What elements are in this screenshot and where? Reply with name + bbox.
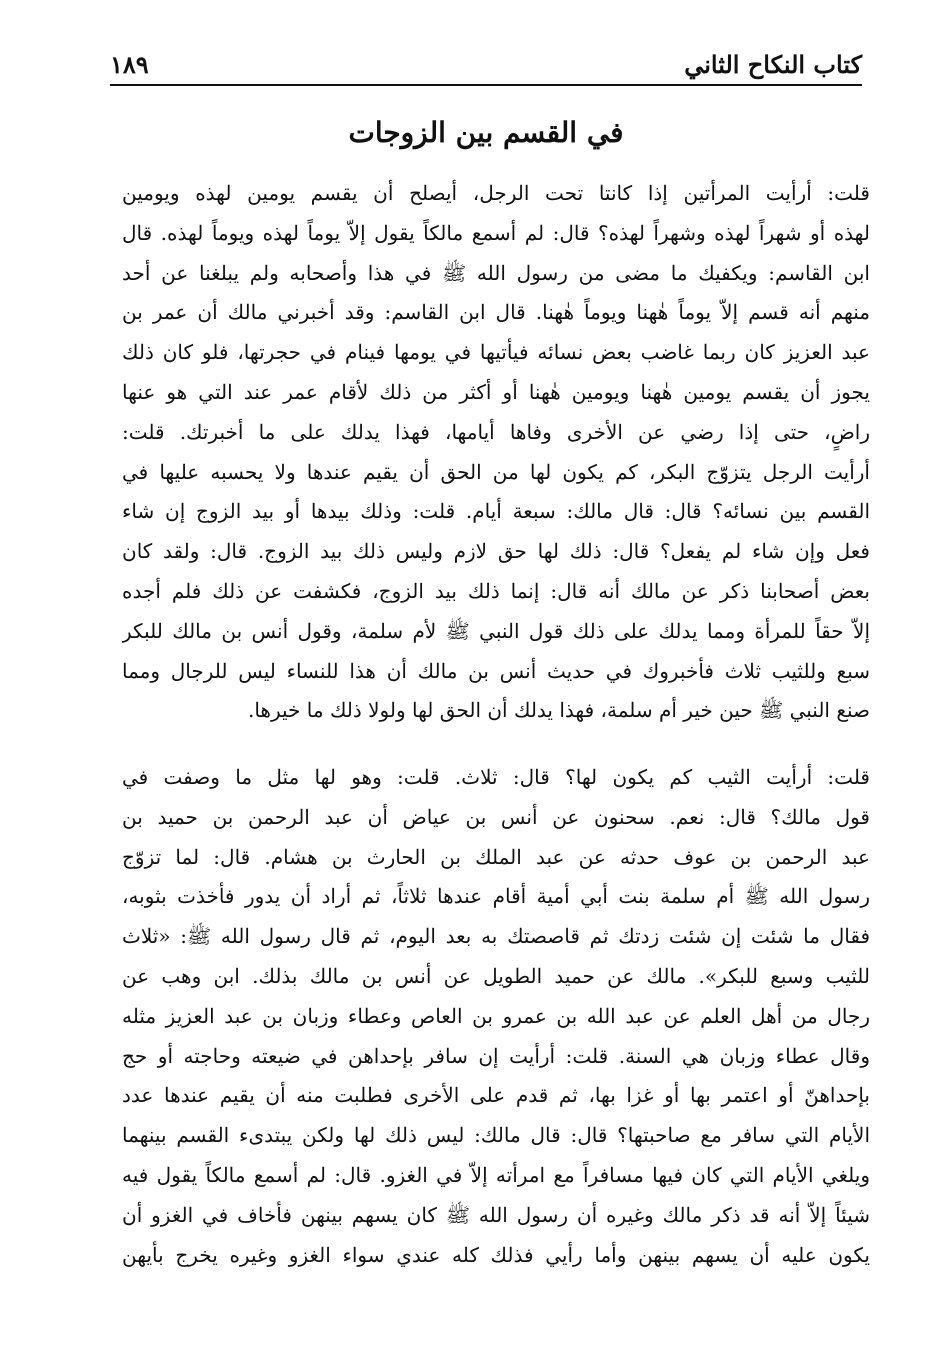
text-line: القسم بين نسائه؟ قال: قال مالك: سبعة أيام. قلت: وذلك بيدها أو بيد الزوج إن شاء (122, 499, 870, 524)
text-line: بعض أصحابنا ذكر عن مالك أنه قال: إنما ذلك بيد الزوج، فكشفت عن ذلك فلم أجده (122, 578, 870, 603)
text-line: إلاّ حقاً للمرأة ومما يدلك على ذلك قول النبي ﷺ لأم سلمة، وقول أنس بن مالك للبكر (122, 618, 870, 643)
text-line: لهذه أو شهراً لهذه وشهراً لهذه؟ قال: لم أسمع مالكاً يقول إلاّ يوماً لهذه ويوماً لهذه. قال (122, 220, 870, 245)
text-line: للثيب وسبع للبكر». مالك عن حميد الطويل عن أنس بن مالك بذلك. ابن وهب عن (122, 963, 870, 988)
text-line: وقال عطاء وزبان هي السنة. قلت: أرأيت إن سافر بإحداهن في ضيعته وحاجته أو حج (122, 1043, 870, 1068)
text-line: فعل وإن شاء لم يفعل؟ قال: ذلك لها حق لازم وليس ذلك بيد الزوج. قال: ولقد كان (122, 539, 870, 564)
page-number: ١٨٩ (110, 50, 149, 79)
text-line: شيئاً إلاّ أنه قد ذكر مالك وغيره أن رسول الله ﷺ كان يسهم بينهن فأخاف في الغزو أن (122, 1202, 870, 1227)
text-line: يكون عليه أن يسهم بينهن وأما رأيي فذلك كله عندي سواء الغزو وغيره يخرج بأيهن (122, 1242, 870, 1267)
text-line: فقال ما شئت إن شئت زدتك ثم قاصصتك به بعد اليوم، ثم قال رسول الله ﷺ: «ثلاث (122, 924, 870, 949)
text-line: صنع النبي ﷺ حين خير أم سلمة، فهذا يدلك أن الحق لها ولولا ذلك ما خيرها. (247, 698, 870, 723)
text-line: ابن القاسم: ويكفيك ما مضى من رسول الله ﷺ في هذا وأصحابه ولم يبلغنا عن أحد (122, 260, 870, 285)
text-line: رسول الله ﷺ أم سلمة بنت أبي أمية أقام عندها ثلاثاً، ثم أراد أن يدور فأخذت بثوبه، (122, 884, 870, 909)
text-line: الأيام التي سافر مع صاحبتها؟ قال: قال مالك: ليس ذلك لها ولكن يبتدىء القسم بينهما (122, 1123, 870, 1148)
text-line: منهم أنه قسم إلاّ يوماً هٰهنا ويوماً هٰهنا. قال ابن القاسم: وقد أخبرني مالك أن عمر بن (122, 300, 870, 325)
text-line: راضٍ، حتى إذا رضي عن الأخرى وفاها أيامها، فهذا يدلك على ما أخبرتك. قلت: (122, 419, 870, 444)
text-line: أرأيت الرجل يتزوّج البكر، كم يكون لها من الحق أن يقيم عندها ولا يحسبه عليها في (122, 459, 870, 484)
text-line: بإحداهنّ أو اعتمر بها أو غزا بها، ثم قدم على الأخرى فطلبت منه أن يقيم عندها عدد (122, 1083, 870, 1108)
text-line: رجال من أهل العلم عن عبد الله بن عمرو بن العاص وعطاء وزبان بن عبد العزيز مثله (122, 1003, 870, 1028)
paragraph-1 (122, 174, 870, 731)
text-line: قلت: أرأيت الثيب كم يكون لها؟ قال: ثلاث. قلت: وهو لها مثل ما وصفت في (122, 765, 870, 789)
text-line: ويلغي الأيام التي كان فيها مسافراً مع امرأته إلاّ في الغزو. قال: لم أسمع مالكاً يقول فيه (122, 1162, 870, 1187)
paragraph-2 (122, 758, 870, 1275)
section-title: في القسم بين الزوجات (348, 116, 624, 149)
page-header (110, 44, 862, 86)
text-line: عبد العزيز كان ربما غاضب بعض نسائه فيأتيها في يومها فينام في حجرتها، فلو كان ذلك (122, 340, 870, 365)
text-line: عبد الرحمن بن عوف حدثه عن عبد الملك بن الحارث بن هشام. قال: لما تزوّج (122, 844, 870, 869)
text-line: سبع وللثيب ثلاث فأخبروك في حديث أنس بن مالك أن هذا للنساء ليس للرجال ومما (122, 658, 870, 683)
text-line: يجوز أن يقسم يومين هٰهنا ويومين هٰهنا أو أكثر من ذلك لأقام عمر عند التي هو عنها (122, 379, 870, 404)
running-title: كتاب النكاح الثاني (684, 50, 862, 79)
text-line: قلت: أرأيت المرأتين إذا كانتا تحت الرجل، أيصلح أن يقسم يومين لهذه ويومين (122, 181, 870, 205)
text-line: قول مالك؟ قال: نعم. سحنون عن أنس بن عياض أن عبد الرحمن بن حميد بن (122, 804, 870, 829)
